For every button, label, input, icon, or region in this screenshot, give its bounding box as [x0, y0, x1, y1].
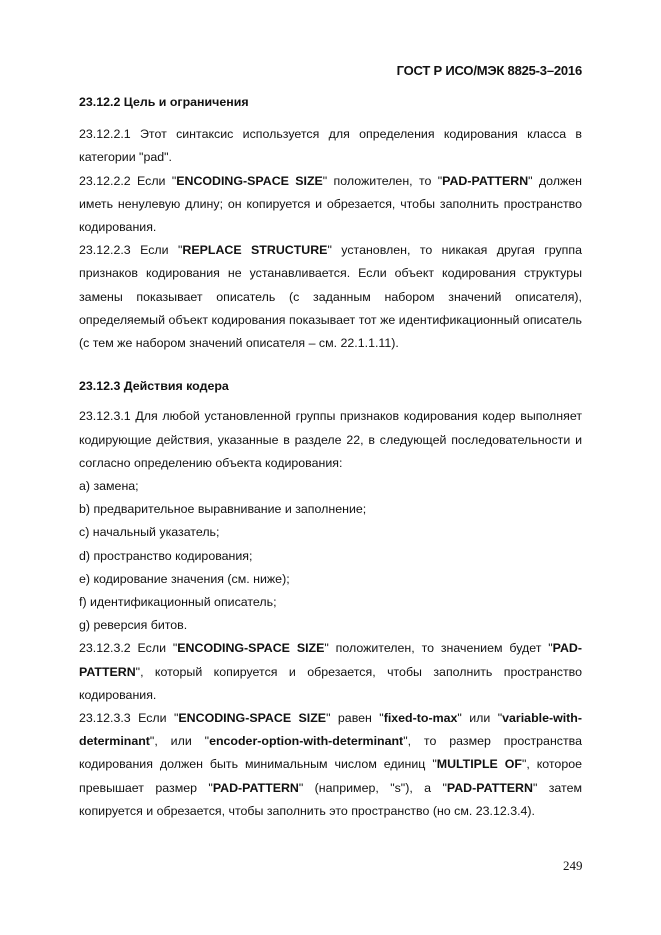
paragraph-text: " (например, "s"), а ": [298, 780, 447, 795]
code-term: PAD-PATTERN: [446, 780, 533, 795]
paragraph-text: 23.12.2.1 Этот синтаксис используется для определения кодирования класса в категории "pad".: [79, 127, 582, 165]
document-body: [79, 91, 582, 823]
paragraph-text: " установлен, то никакая другая группа признаков кодирования не устанавливается. Если объект кодирования структуры замены показывает описатель (с заданным набором значений описателя), определяемый объект кодирования показывает тот же идентификационный описатель (с тем же набором значений описателя – см. 22.1.1.11).: [79, 243, 582, 351]
paragraph-text: 23.12.3.1 Для любой установленной группы признаков кодирования кодер выполняет кодирующие действия, указанные в разделе 22, в следующей последовательности и согласно определению объекта кодирования:: [79, 409, 582, 470]
code-term: fixed-to-max: [383, 711, 458, 726]
paragraph: [79, 170, 582, 240]
paragraph-text: " затем копируется и обрезается, чтобы заполнить это пространство (но см. 23.12.3.4).: [79, 780, 582, 818]
paragraph-text: " положителен, то значением будет ": [324, 641, 553, 656]
document-header: ГОСТ Р ИСО/МЭК 8825-3–2016: [396, 63, 582, 78]
paragraph-text: ", который копируется и обрезается, чтобы заполнить пространство кодирования.: [79, 664, 582, 702]
paragraph-text: ", которое превышает размер ": [79, 757, 582, 795]
paragraph-text: ", то размер пространства кодирования должен быть минимальным числом единиц ": [79, 734, 582, 772]
paragraph-text: " равен ": [326, 711, 384, 726]
code-term: PAD-PATTERN: [212, 780, 299, 795]
paragraph-text: " должен иметь ненулевую длину; он копируется и обрезается, чтобы заполнить пространство кодирования.: [79, 173, 583, 235]
paragraph: [79, 707, 582, 823]
code-term: variable-with-determinant: [79, 711, 582, 749]
paragraph-text: " положителен, то ": [322, 173, 443, 188]
list-item: b) предварительное выравнивание и заполнение;: [79, 502, 367, 517]
list-item: a) замена;: [79, 479, 139, 494]
code-term: PAD-PATTERN: [442, 173, 529, 188]
paragraph: [79, 637, 582, 707]
list-item: f) идентификационный описатель;: [79, 595, 277, 610]
page-number: 249: [563, 858, 583, 873]
list-item: e) кодирование значения (см. ниже);: [79, 571, 290, 586]
list-item: d) пространство кодирования;: [79, 548, 253, 563]
section-heading: 23.12.3 Действия кодера: [79, 379, 229, 394]
code-term: ENCODING-SPACE SIZE: [178, 711, 327, 726]
paragraph-text: 23.12.3.3 Если ": [79, 711, 179, 726]
paragraph: [79, 123, 582, 169]
code-term: ENCODING-SPACE SIZE: [176, 173, 323, 188]
paragraph-text: 23.12.2.2 Если ": [79, 173, 177, 188]
list-item: c) начальный указатель;: [79, 525, 220, 540]
code-term: ENCODING-SPACE SIZE: [177, 641, 325, 656]
paragraph-text: ", или ": [149, 734, 210, 749]
code-term: MULTIPLE OF: [436, 757, 522, 772]
code-term: PAD-PATTERN: [79, 641, 583, 679]
paragraph-text: 23.12.2.3 Если ": [79, 243, 183, 258]
code-term: encoder-option-with-determinant: [209, 734, 404, 749]
list-item: g) реверсия битов.: [79, 618, 188, 633]
action-list: [79, 475, 582, 637]
paragraph: [79, 405, 582, 475]
paragraph: [79, 239, 582, 355]
paragraph-text: " или ": [457, 711, 503, 726]
section-heading: 23.12.2 Цель и ограничения: [79, 95, 249, 109]
code-term: REPLACE STRUCTURE: [182, 243, 328, 258]
paragraph-text: 23.12.3.2 Если ": [79, 641, 178, 656]
